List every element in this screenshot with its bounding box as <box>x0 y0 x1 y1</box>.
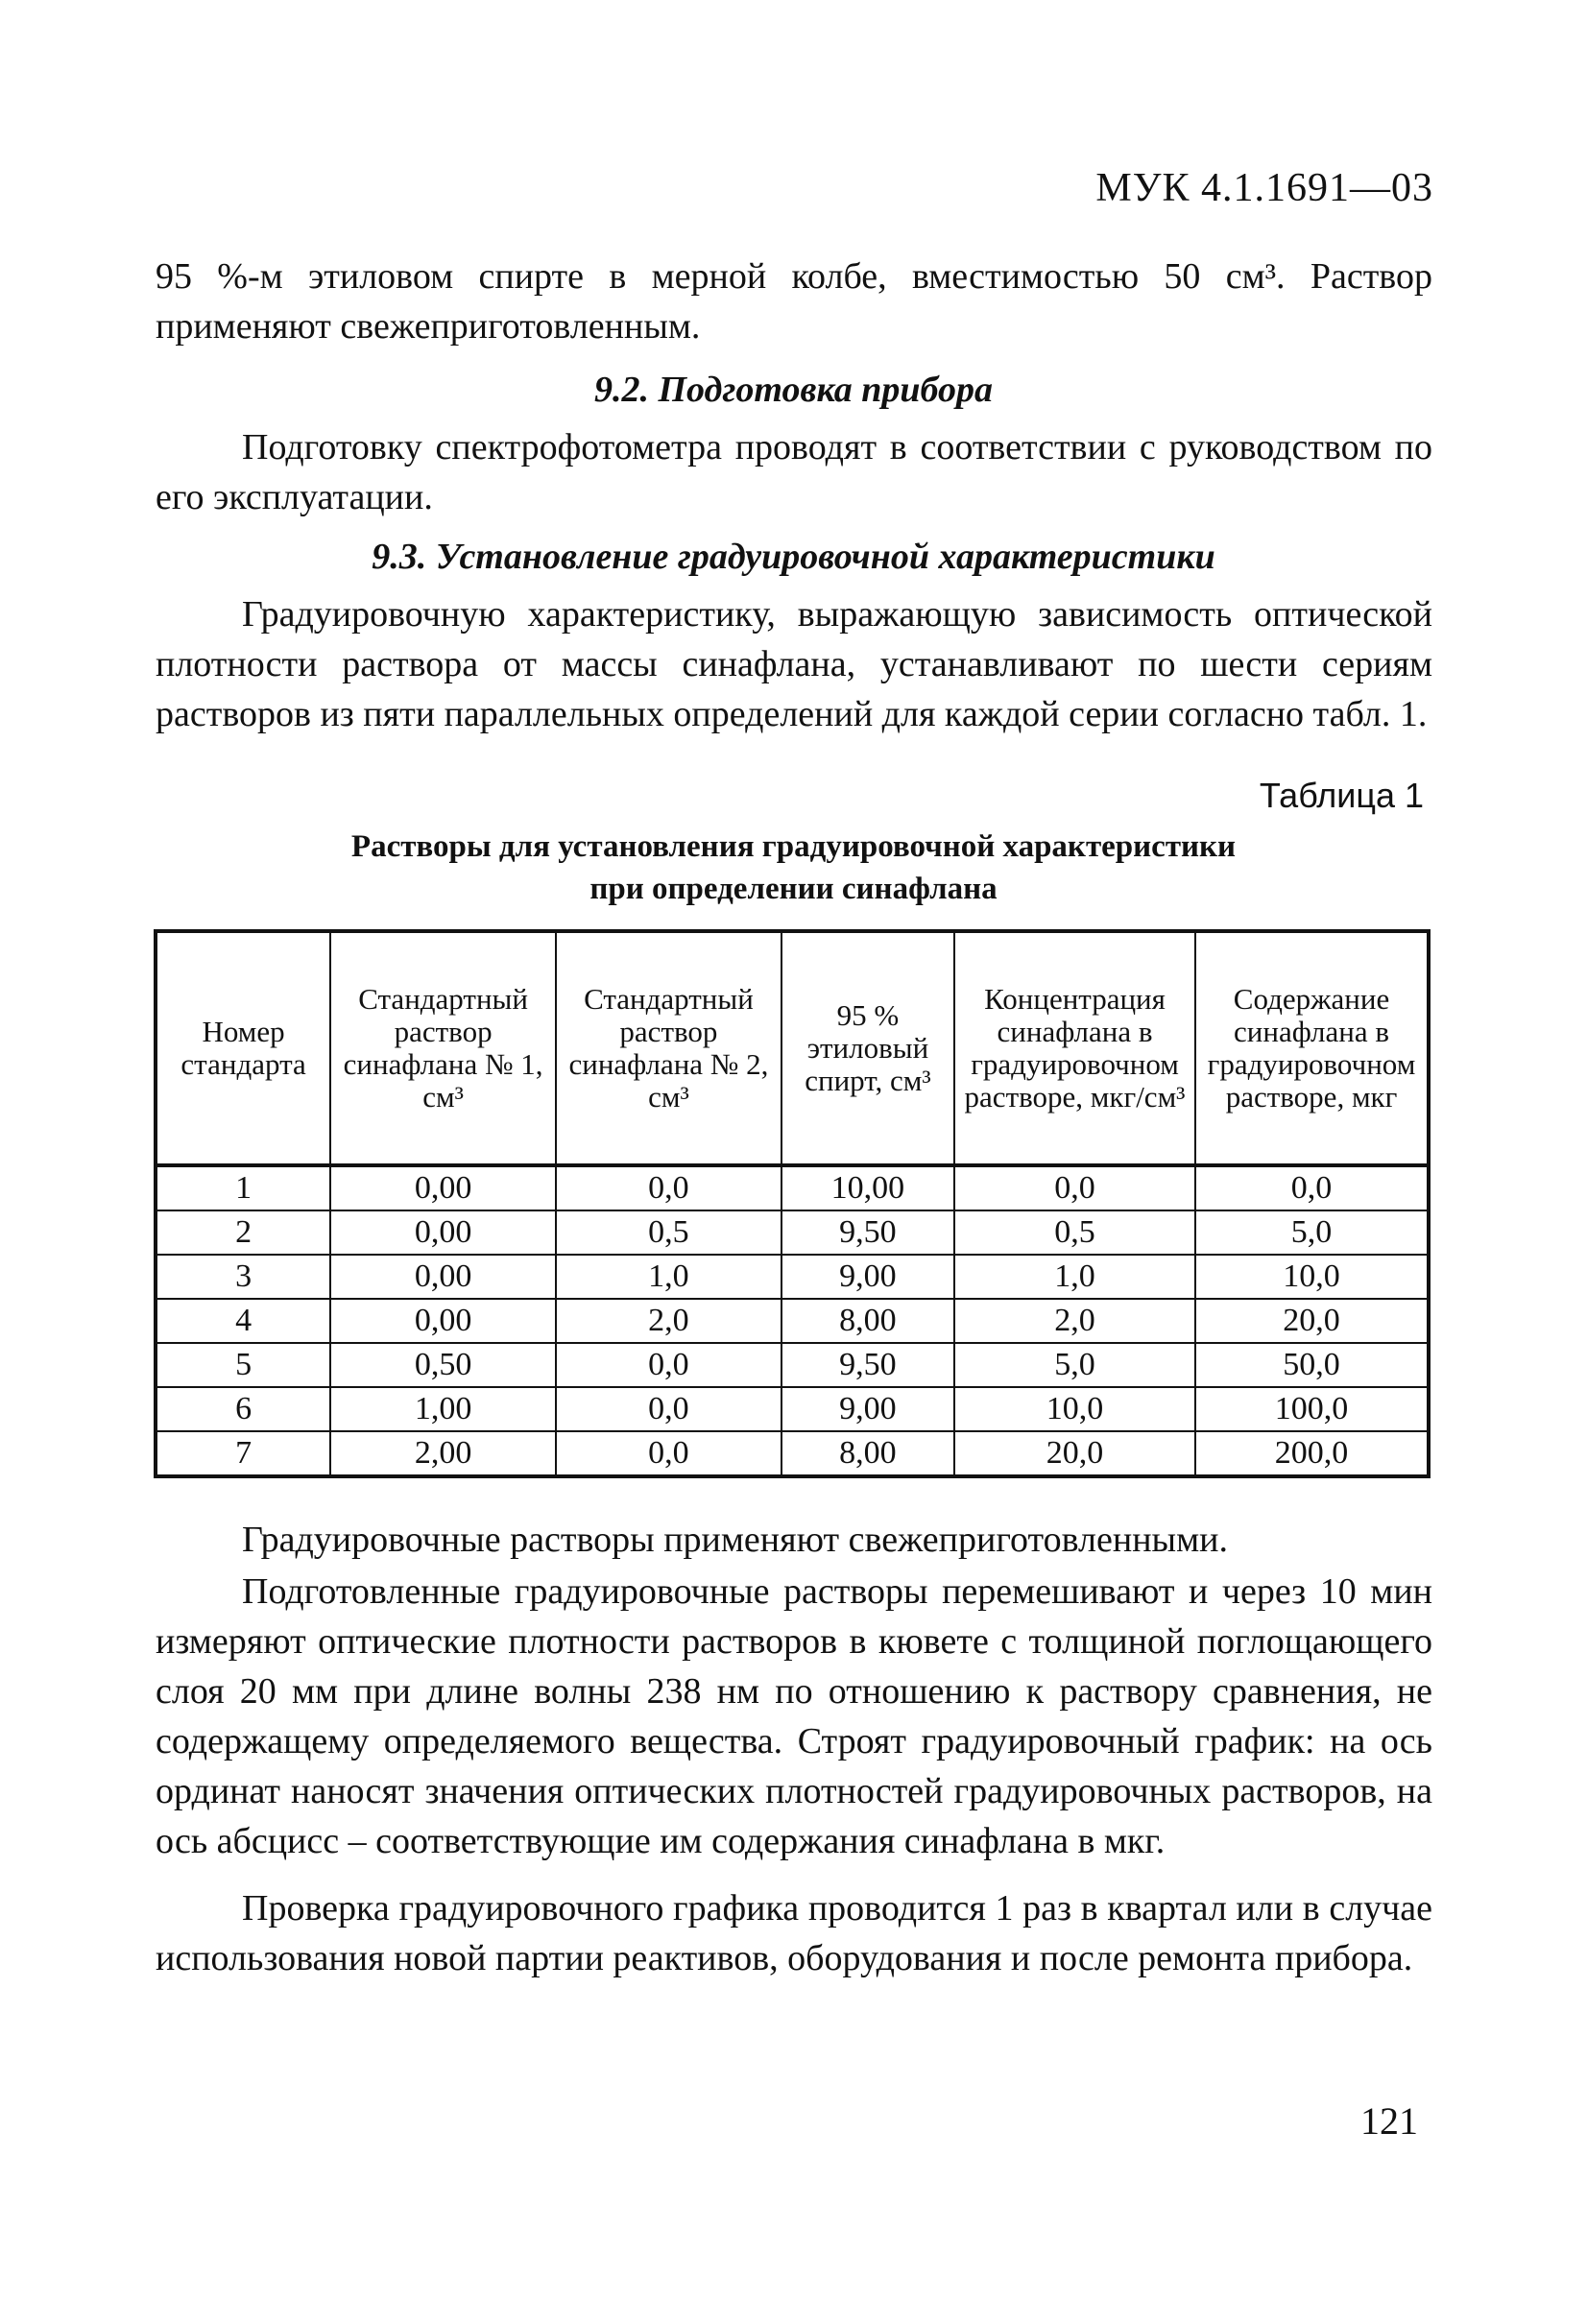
table-cell: 0,5 <box>556 1210 781 1255</box>
table-cell: 2 <box>156 1210 330 1255</box>
table-row <box>156 1387 1429 1431</box>
table-cell: 0,0 <box>1195 1165 1429 1210</box>
table-cell: 9,50 <box>781 1210 954 1255</box>
table-cell: 2,0 <box>556 1299 781 1343</box>
table-cell: 8,00 <box>781 1431 954 1476</box>
table-cell: 20,0 <box>954 1431 1195 1476</box>
table-cell: 5,0 <box>954 1343 1195 1387</box>
table-cell: 0,0 <box>954 1165 1195 1210</box>
table-row <box>156 1210 1429 1255</box>
col-header: Концентрация синафлана в градуировочном растворе, мкг/см³ <box>954 931 1195 1165</box>
table-caption-line2: при определении синафлана <box>589 872 998 906</box>
table-row <box>156 1165 1429 1210</box>
table-cell: 7 <box>156 1431 330 1476</box>
table-cell: 1 <box>156 1165 330 1210</box>
solutions-table <box>154 929 1431 1478</box>
table-header-row <box>156 931 1429 1165</box>
table-cell: 0,00 <box>330 1299 556 1343</box>
table-cell: 10,0 <box>954 1387 1195 1431</box>
table-row <box>156 1255 1429 1299</box>
table-cell: 1,00 <box>330 1387 556 1431</box>
table-cell: 2,00 <box>330 1431 556 1476</box>
table-cell: 10,0 <box>1195 1255 1429 1299</box>
intro-paragraph: 95 %-м этиловом спирте в мерной колбе, вместимостью 50 см³. Раствор применяют свежеприготовленным. <box>156 256 1432 347</box>
section-9-2-text: Подготовку спектрофотометра проводят в соответствии с руководством по его эксплуатации. <box>156 427 1432 517</box>
table-cell: 5,0 <box>1195 1210 1429 1255</box>
table-cell: 200,0 <box>1195 1431 1429 1476</box>
paragraph-graph-check: Проверка градуировочного графика проводится 1 раз в квартал или в случае использования новой партии реактивов, оборудования и после ремонта прибора. <box>156 1888 1432 1978</box>
table-row <box>156 1431 1429 1476</box>
table-cell: 8,00 <box>781 1299 954 1343</box>
section-9-3-heading: 9.3. Установление градуировочной характеристики <box>372 537 1215 577</box>
col-header: Номер стандарта <box>156 931 330 1165</box>
table-cell: 1,0 <box>556 1255 781 1299</box>
table-cell: 3 <box>156 1255 330 1299</box>
page-number: 121 <box>1360 2099 1418 2143</box>
table-cell: 0,0 <box>556 1343 781 1387</box>
table-cell: 6 <box>156 1387 330 1431</box>
table-cell: 20,0 <box>1195 1299 1429 1343</box>
table-cell: 0,5 <box>954 1210 1195 1255</box>
table-cell: 0,0 <box>556 1431 781 1476</box>
table-cell: 1,0 <box>954 1255 1195 1299</box>
table-cell: 0,00 <box>330 1210 556 1255</box>
table-cell: 0,0 <box>556 1387 781 1431</box>
table-cell: 0,50 <box>330 1343 556 1387</box>
section-9-2-heading: 9.2. Подготовка прибора <box>593 370 993 410</box>
section-9-3-text: Градуировочную характеристику, выражающую зависимость оптической плотности раствора от массы синафлана, устанавливают по шести сериям растворов из пяти параллельных определений для каждой серии согласно табл. 1. <box>156 594 1432 734</box>
table-caption-line1: Растворы для установления градуировочной характеристики <box>350 829 1237 864</box>
table-number: Таблица 1 <box>1259 776 1424 815</box>
table-row <box>156 1299 1429 1343</box>
table-cell: 9,00 <box>781 1387 954 1431</box>
table-cell: 5 <box>156 1343 330 1387</box>
table-caption <box>0 826 1587 910</box>
table-cell: 100,0 <box>1195 1387 1429 1431</box>
table-cell: 4 <box>156 1299 330 1343</box>
col-header: 95 % этиловый спирт, см³ <box>781 931 954 1165</box>
paragraph-fresh-solutions: Градуировочные растворы применяют свежеприготовленными. <box>242 1520 1228 1560</box>
table-cell: 50,0 <box>1195 1343 1429 1387</box>
table-cell: 2,0 <box>954 1299 1195 1343</box>
paragraph-measurement: Подготовленные градуировочные растворы перемешивают и через 10 мин измеряют оптические плотности растворов в кювете с толщиной поглощающего слоя 20 мм при длине волны 238 нм по отношению к раствору сравнения, не содержащему определяемого вещества. Строят градуировочный график: на ось ординат наносят значения оптических плотностей градуировочных растворов, на ось абсцисс – соответствующие им содержания синафлана в мкг. <box>156 1571 1432 1861</box>
document-id: МУК 4.1.1691—03 <box>1095 166 1433 210</box>
table-cell: 9,00 <box>781 1255 954 1299</box>
table-cell: 9,50 <box>781 1343 954 1387</box>
table-cell: 0,0 <box>556 1165 781 1210</box>
col-header: Стандартный раствор синафлана № 2, см³ <box>556 931 781 1165</box>
table-cell: 10,00 <box>781 1165 954 1210</box>
table-cell: 0,00 <box>330 1165 556 1210</box>
table-row <box>156 1343 1429 1387</box>
col-header: Стандартный раствор синафлана № 1, см³ <box>330 931 556 1165</box>
col-header: Содержание синафлана в градуировочном растворе, мкг <box>1195 931 1429 1165</box>
table-cell: 0,00 <box>330 1255 556 1299</box>
